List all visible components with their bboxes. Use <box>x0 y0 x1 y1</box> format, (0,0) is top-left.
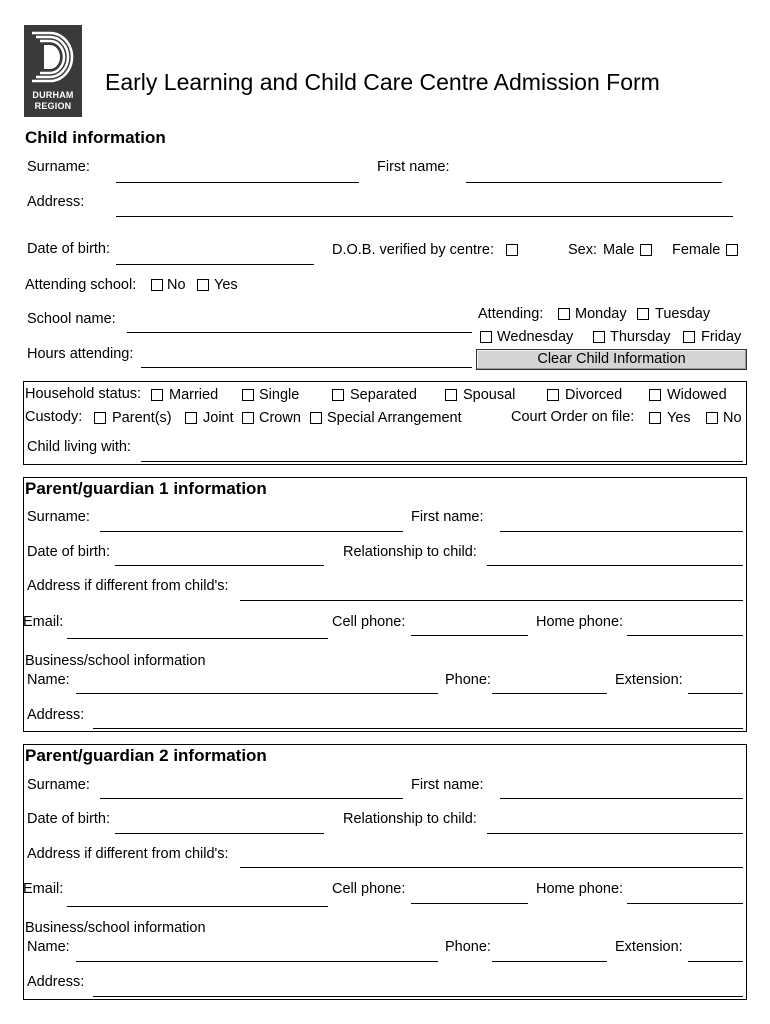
p2-address-diff-label: Address if different from child's: <box>27 846 229 862</box>
status-widowed-label: Widowed <box>667 387 727 403</box>
p1-phone-field[interactable] <box>492 693 607 694</box>
logo-text-line1: DURHAM <box>32 90 74 100</box>
school-name-field[interactable] <box>127 332 472 333</box>
p2-surname-field[interactable] <box>100 798 403 799</box>
attending-school-label: Attending school: <box>25 277 137 293</box>
p1-surname-field[interactable] <box>100 531 403 532</box>
status-widowed-checkbox[interactable] <box>649 389 661 401</box>
p1-first-name-field[interactable] <box>500 531 743 532</box>
p1-cell-label: Cell phone: <box>332 614 406 630</box>
p2-home-field[interactable] <box>627 903 743 904</box>
logo-text-line2: REGION <box>34 101 72 111</box>
hours-attending-field[interactable] <box>141 367 472 368</box>
p1-home-label: Home phone: <box>536 614 624 630</box>
p2-name-label: Name: <box>27 939 70 955</box>
p2-address-field[interactable] <box>93 996 743 997</box>
custody-parents-checkbox[interactable] <box>94 412 106 424</box>
p1-home-field[interactable] <box>627 635 743 636</box>
p1-cell-field[interactable] <box>411 635 528 636</box>
custody-label: Custody: <box>25 409 83 425</box>
p2-extension-label: Extension: <box>615 939 683 955</box>
p2-email-label: Email: <box>23 881 64 897</box>
day-monday-checkbox[interactable] <box>558 308 570 320</box>
durham-region-logo <box>24 25 82 117</box>
day-friday-label: Friday <box>701 329 742 345</box>
child-surname-label: Surname: <box>27 159 90 175</box>
p2-home-label: Home phone: <box>536 881 624 897</box>
p2-dob-field[interactable] <box>115 833 324 834</box>
court-order-no-checkbox[interactable] <box>706 412 718 424</box>
child-first-name-label: First name: <box>377 159 450 175</box>
status-single-label: Single <box>259 387 300 403</box>
hours-attending-label: Hours attending: <box>27 346 134 362</box>
school-name-label: School name: <box>27 311 116 327</box>
attending-days-label: Attending: <box>478 306 544 322</box>
day-thursday-label: Thursday <box>610 329 671 345</box>
p2-address-diff-field[interactable] <box>240 867 743 868</box>
status-spousal-checkbox[interactable] <box>445 389 457 401</box>
court-order-no-label: No <box>723 410 742 426</box>
p2-relationship-field[interactable] <box>487 833 743 834</box>
p1-extension-label: Extension: <box>615 672 683 688</box>
day-friday-checkbox[interactable] <box>683 331 695 343</box>
p2-phone-label: Phone: <box>445 939 491 955</box>
p1-extension-field[interactable] <box>688 693 743 694</box>
p2-first-name-field[interactable] <box>500 798 743 799</box>
court-order-yes-label: Yes <box>667 410 691 426</box>
p1-email-label: Email: <box>23 614 64 630</box>
p1-first-name-label: First name: <box>411 509 484 525</box>
p1-surname-label: Surname: <box>27 509 90 525</box>
day-thursday-checkbox[interactable] <box>593 331 605 343</box>
day-tuesday-checkbox[interactable] <box>637 308 649 320</box>
p1-name-field[interactable] <box>76 693 438 694</box>
living-with-field[interactable] <box>141 461 743 462</box>
custody-joint-checkbox[interactable] <box>185 412 197 424</box>
p1-dob-label: Date of birth: <box>27 544 111 560</box>
day-tuesday-label: Tuesday <box>655 306 711 322</box>
status-separated-checkbox[interactable] <box>332 389 344 401</box>
p1-email-field[interactable] <box>67 638 328 639</box>
child-dob-field[interactable] <box>116 264 314 265</box>
custody-parents-label: Parent(s) <box>112 410 172 426</box>
household-status-label: Household status: <box>25 386 142 402</box>
custody-crown-label: Crown <box>259 410 301 426</box>
custody-special-label: Special Arrangement <box>327 410 462 426</box>
status-married-checkbox[interactable] <box>151 389 163 401</box>
custody-special-checkbox[interactable] <box>310 412 322 424</box>
status-separated-label: Separated <box>350 387 417 403</box>
custody-joint-label: Joint <box>203 410 234 426</box>
attending-school-yes-checkbox[interactable] <box>197 279 209 291</box>
parent1-heading: Parent/guardian 1 information <box>25 479 267 498</box>
p2-cell-label: Cell phone: <box>332 881 406 897</box>
p2-surname-label: Surname: <box>27 777 90 793</box>
p1-address-diff-field[interactable] <box>240 600 743 601</box>
sex-female-label: Female <box>672 242 721 258</box>
p2-relationship-label: Relationship to child: <box>343 811 477 827</box>
status-divorced-checkbox[interactable] <box>547 389 559 401</box>
dob-verified-label: D.O.B. verified by centre: <box>332 242 494 258</box>
attending-school-no-label: No <box>167 277 186 293</box>
day-wednesday-checkbox[interactable] <box>480 331 492 343</box>
status-spousal-label: Spousal <box>463 387 516 403</box>
p1-business-label: Business/school information <box>25 653 206 669</box>
dob-verified-checkbox[interactable] <box>506 244 518 256</box>
child-dob-label: Date of birth: <box>27 241 111 257</box>
p2-email-field[interactable] <box>67 906 328 907</box>
child-info-heading: Child information <box>25 128 166 147</box>
p1-relationship-label: Relationship to child: <box>343 544 477 560</box>
child-address-field[interactable] <box>116 216 733 217</box>
p1-name-label: Name: <box>27 672 70 688</box>
child-first-name-field[interactable] <box>466 182 722 183</box>
status-married-label: Married <box>169 387 219 403</box>
page-title: Early Learning and Child Care Centre Admission Form <box>105 69 660 95</box>
clear-child-information-button[interactable]: Clear Child Information <box>476 349 747 370</box>
sex-male-label: Male <box>603 242 635 258</box>
status-single-checkbox[interactable] <box>242 389 254 401</box>
p2-address-label: Address: <box>27 974 85 990</box>
p2-extension-field[interactable] <box>688 961 743 962</box>
p2-name-field[interactable] <box>76 961 438 962</box>
p2-first-name-label: First name: <box>411 777 484 793</box>
living-with-label: Child living with: <box>27 439 131 455</box>
p1-address-label: Address: <box>27 707 85 723</box>
day-wednesday-label: Wednesday <box>497 329 574 345</box>
p2-phone-field[interactable] <box>492 961 607 962</box>
child-surname-field[interactable] <box>116 182 359 183</box>
p1-dob-field[interactable] <box>115 565 324 566</box>
p1-address-diff-label: Address if different from child's: <box>27 578 229 594</box>
p1-phone-label: Phone: <box>445 672 491 688</box>
child-address-label: Address: <box>27 194 85 210</box>
p1-relationship-field[interactable] <box>487 565 743 566</box>
sex-label: Sex: <box>568 242 598 258</box>
custody-crown-checkbox[interactable] <box>242 412 254 424</box>
court-order-yes-checkbox[interactable] <box>649 412 661 424</box>
court-order-label: Court Order on file: <box>511 409 635 425</box>
parent2-heading: Parent/guardian 2 information <box>25 746 267 765</box>
attending-school-yes-label: Yes <box>214 277 238 293</box>
day-monday-label: Monday <box>575 306 627 322</box>
attending-school-no-checkbox[interactable] <box>151 279 163 291</box>
status-divorced-label: Divorced <box>565 387 623 403</box>
p2-dob-label: Date of birth: <box>27 811 111 827</box>
p2-business-label: Business/school information <box>25 920 206 936</box>
p1-address-field[interactable] <box>93 728 743 729</box>
p2-cell-field[interactable] <box>411 903 528 904</box>
sex-female-checkbox[interactable] <box>726 244 738 256</box>
sex-male-checkbox[interactable] <box>640 244 652 256</box>
